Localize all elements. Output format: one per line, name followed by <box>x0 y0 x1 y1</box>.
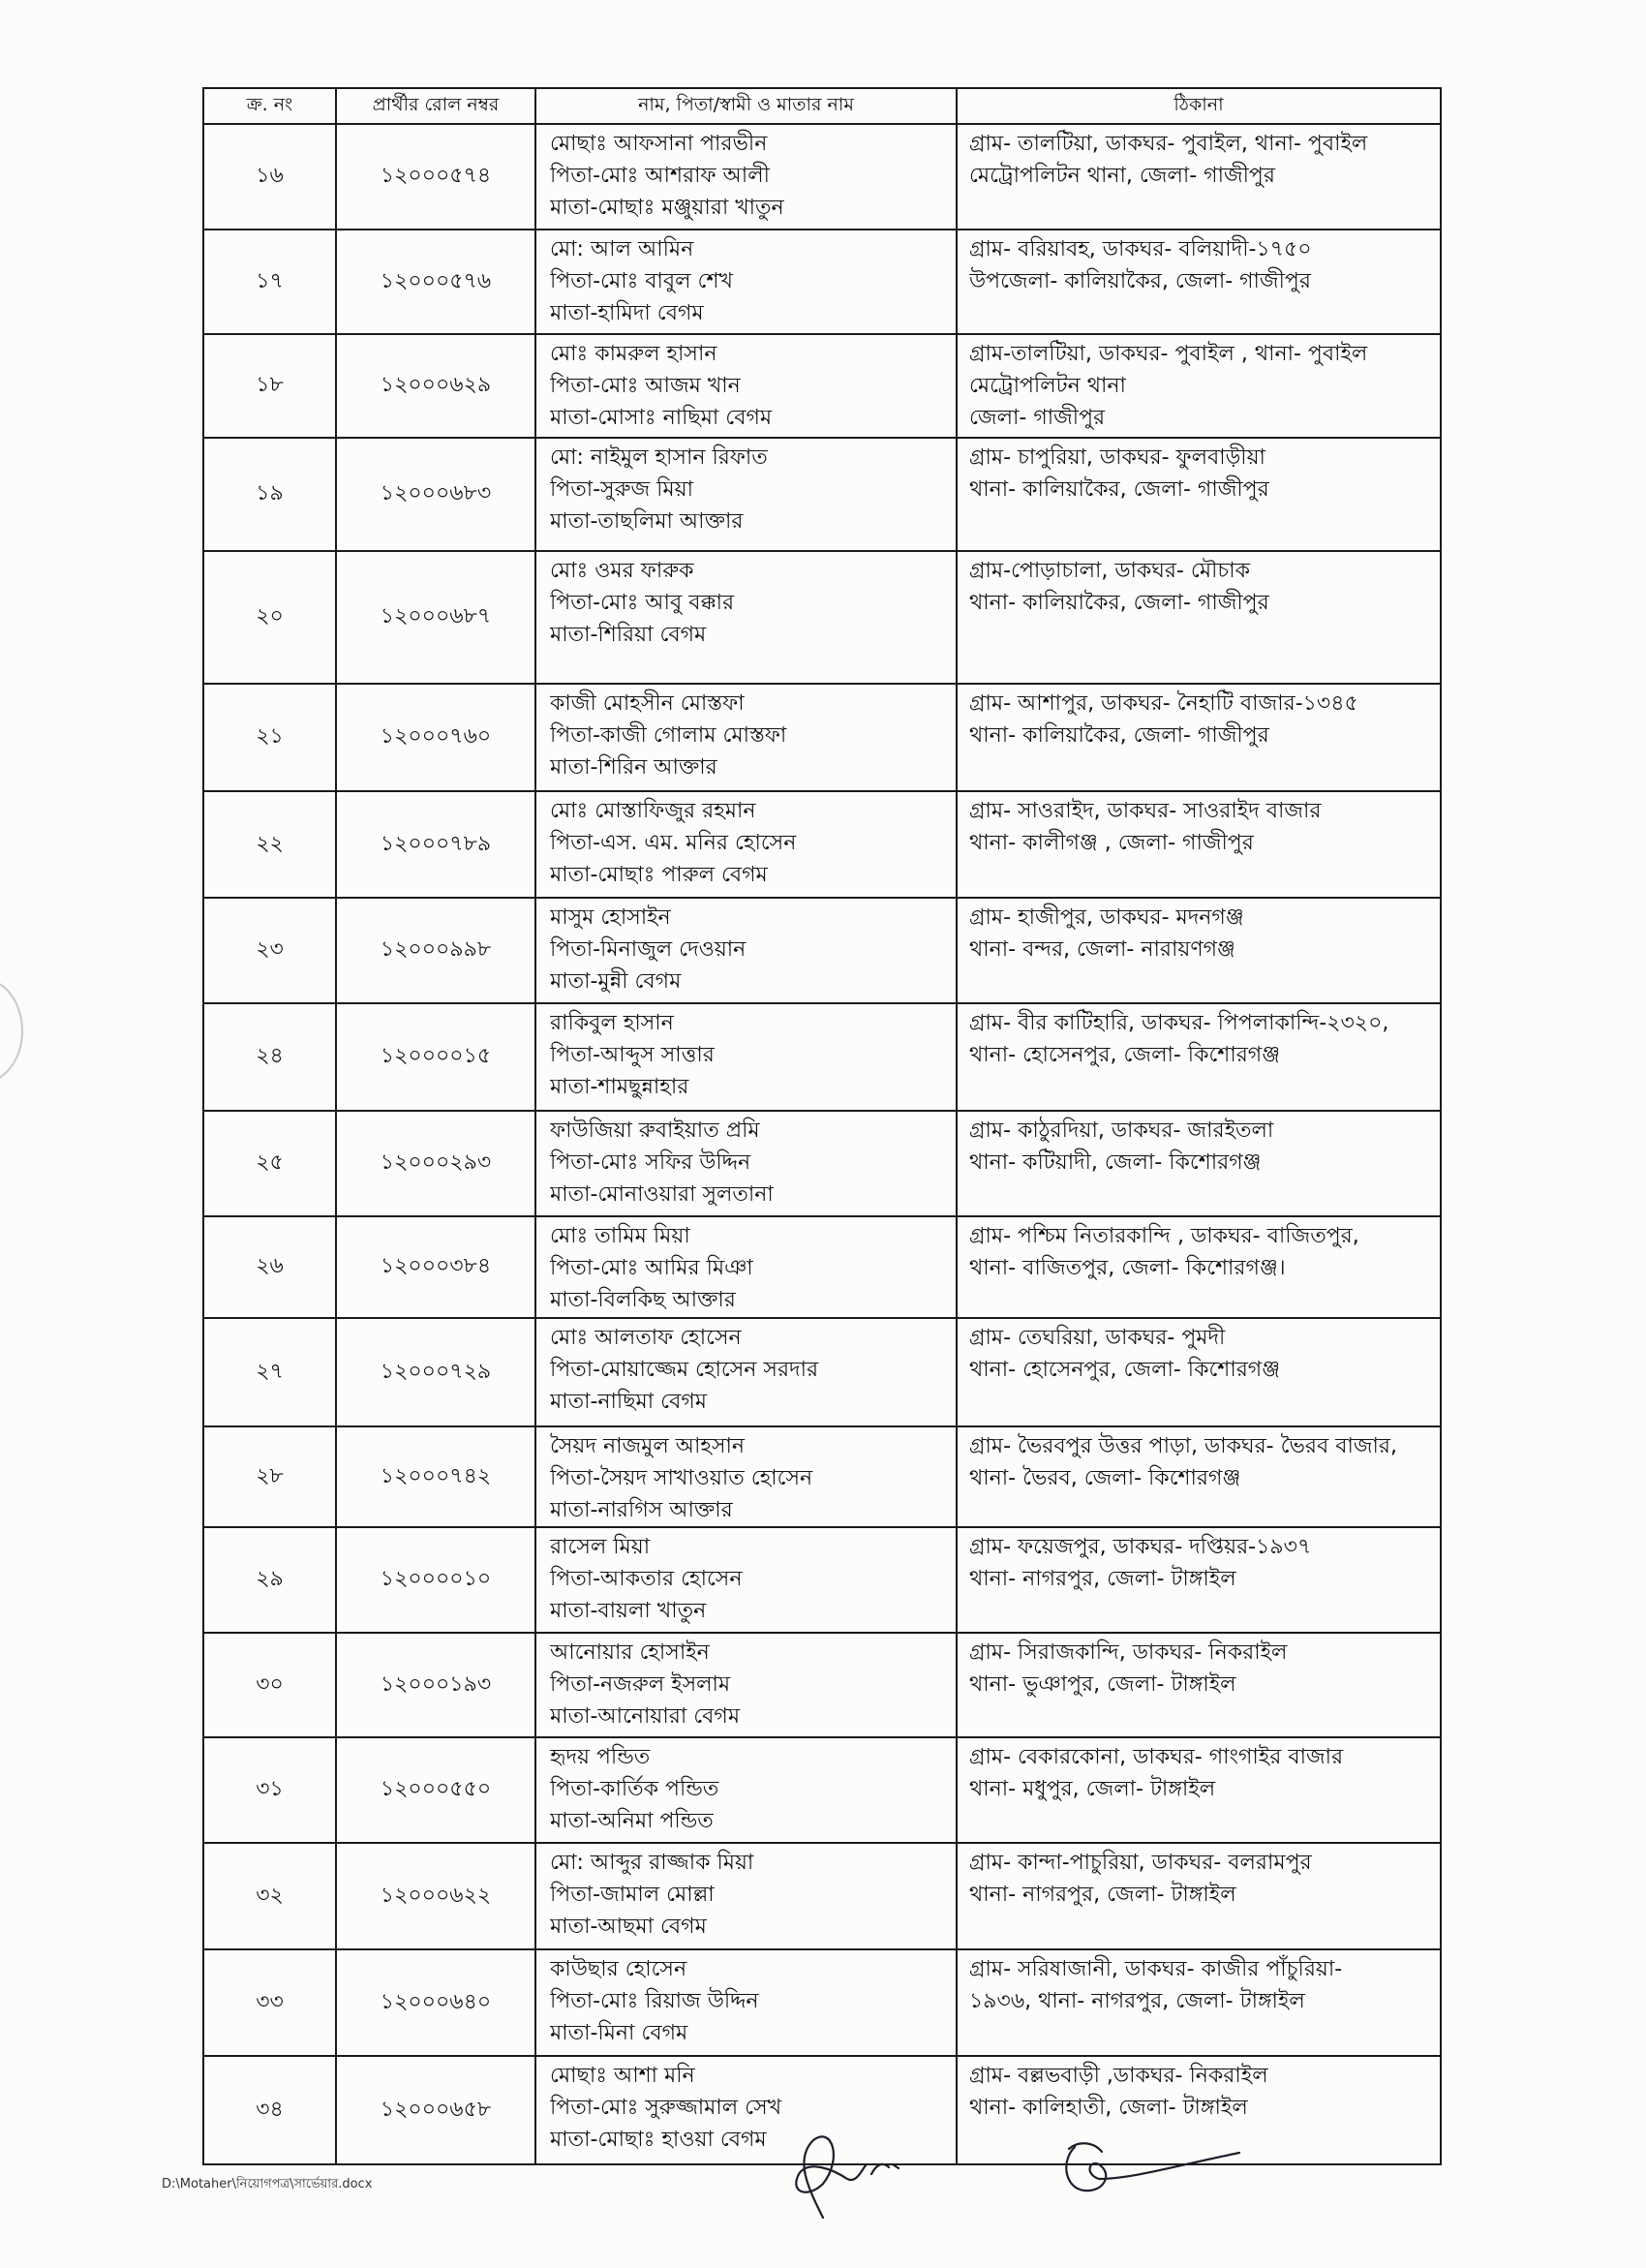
address-cell <box>957 1949 1441 2056</box>
serial-number-cell: ৩২ <box>203 1843 336 1949</box>
names-cell <box>535 334 957 438</box>
address-line: গ্রাম-তালটিয়া, ডাকঘর- পুবাইল , থানা- পুবাইল <box>969 342 1368 366</box>
mother-name: মাতা-মোসাঃ নাছিমা বেগম <box>550 406 773 430</box>
father-name: পিতা-মিনাজুল দেওয়ান <box>550 937 747 962</box>
table-row <box>203 791 1441 898</box>
header-serial: ক্র. নং <box>203 88 336 124</box>
names-cell <box>535 1216 957 1318</box>
serial-number-cell: ৩০ <box>203 1633 336 1737</box>
serial-number-cell: ২২ <box>203 791 336 898</box>
address-line: জেলা- গাজীপুর <box>969 406 1106 430</box>
table-row <box>203 230 1441 334</box>
names-cell <box>535 898 957 1003</box>
table-row <box>203 1843 1441 1949</box>
address-line: থানা- হোসেনপুর, জেলা- কিশোরগঞ্জ <box>969 1358 1281 1382</box>
names-cell <box>535 791 957 898</box>
signatures <box>775 2126 1259 2222</box>
address-line: গ্রাম- বল্লভবাড়ী ,ডাকঘর- নিকরাইল <box>969 2064 1268 2088</box>
candidate-name: মোঃ আলতাফ হোসেন <box>550 1326 742 1350</box>
address-line: গ্রাম- কান্দা-পাচুরিয়া, ডাকঘর- বলরামপুর <box>969 1851 1312 1875</box>
address-cell <box>957 1426 1441 1527</box>
names-cell <box>535 124 957 230</box>
address-line: গ্রাম- আশাপুর, ডাকঘর- নৈহাটি বাজার-১৩৪৫ <box>969 691 1358 716</box>
address-cell <box>957 230 1441 334</box>
table-row <box>203 1318 1441 1426</box>
candidate-name: সৈয়দ নাজমুল আহসান <box>550 1434 746 1458</box>
father-name: পিতা-নজরুল ইসলাম <box>550 1672 731 1697</box>
roll-number-cell: ১২০০০৬২২ <box>336 1843 535 1949</box>
names-cell <box>535 1527 957 1633</box>
address-line: থানা- নাগরপুর, জেলা- টাঙ্গাইল <box>969 1883 1236 1907</box>
address-line: গ্রাম-পোড়াচালা, ডাকঘর- মৌচাক <box>969 559 1251 583</box>
address-cell <box>957 1216 1441 1318</box>
serial-number-cell: ২১ <box>203 684 336 791</box>
father-name: পিতা-মোঃ সুরুজ্জামাল সেখ <box>550 2096 782 2120</box>
mother-name: মাতা-মুন্নী বেগম <box>550 969 682 994</box>
address-line: মেট্রোপলিটন থানা <box>969 374 1126 398</box>
serial-number-cell: ১৭ <box>203 230 336 334</box>
mother-name: মাতা-মোনাওয়ারা সুলতানা <box>550 1182 774 1207</box>
address-line: গ্রাম- পশ্চিম নিতারকান্দি , ডাকঘর- বাজিতপুর, <box>969 1224 1359 1248</box>
father-name: পিতা-মোঃ রিয়াজ উদ্দিন <box>550 1989 759 2013</box>
names-cell <box>535 438 957 551</box>
father-name: পিতা-এস. এম. মনির হোসেন <box>550 831 797 855</box>
address-line: থানা- কালিয়াকৈর, জেলা- গাজীপুর <box>969 591 1269 615</box>
serial-number-cell: ১৬ <box>203 124 336 230</box>
candidate-name: মো: নাইমুল হাসান রিফাত <box>550 445 768 470</box>
address-line: গ্রাম- ফয়েজপুর, ডাকঘর- দপ্তিয়র-১৯৩৭ <box>969 1535 1312 1559</box>
address-line: থানা- ভুঞাপুর, জেলা- টাঙ্গাইল <box>969 1672 1236 1697</box>
address-line: থানা- মধুপুর, জেলা- টাঙ্গাইল <box>969 1777 1216 1801</box>
address-line: থানা- কালিয়াকৈর, জেলা- গাজীপুর <box>969 723 1269 748</box>
header-names: নাম, পিতা/স্বামী ও মাতার নাম <box>535 88 957 124</box>
table-row <box>203 1633 1441 1737</box>
table-row <box>203 684 1441 791</box>
names-cell <box>535 1426 957 1527</box>
mother-name: মাতা-আছমা বেগম <box>550 1915 707 1939</box>
candidate-name: আনোয়ার হোসাইন <box>550 1640 710 1665</box>
father-name: পিতা-আব্দুস সাত্তার <box>550 1043 715 1067</box>
address-cell <box>957 1111 1441 1216</box>
candidate-name: মোছাঃ আশা মনি <box>550 2064 695 2088</box>
header-roll-number: প্রার্থীর রোল নম্বর <box>336 88 535 124</box>
signature-2 <box>1066 2143 1239 2191</box>
roll-number-cell: ১২০০০০১৫ <box>336 1003 535 1111</box>
names-cell <box>535 230 957 334</box>
candidate-name: মোঃ তামিম মিয়া <box>550 1224 690 1248</box>
father-name: পিতা-সৈয়দ সাখাওয়াত হোসেন <box>550 1466 813 1490</box>
roll-number-cell: ১২০০০৯৯৮ <box>336 898 535 1003</box>
serial-number-cell: ৩৪ <box>203 2056 336 2164</box>
names-cell <box>535 1633 957 1737</box>
address-line: ১৯৩৬, থানা- নাগরপুর, জেলা- টাঙ্গাইল <box>969 1989 1305 2013</box>
address-cell <box>957 898 1441 1003</box>
candidate-name: ফাউজিয়া রুবাইয়াত প্রমি <box>550 1119 760 1143</box>
roll-number-cell: ১২০০০৭২৯ <box>336 1318 535 1426</box>
names-cell <box>535 1003 957 1111</box>
table-row <box>203 1111 1441 1216</box>
father-name: পিতা-মোঃ আবু বক্কার <box>550 591 735 615</box>
names-cell <box>535 1843 957 1949</box>
roll-number-cell: ১২০০০৫৫০ <box>336 1737 535 1843</box>
mother-name: মাতা-শিরিন আক্তার <box>550 755 717 780</box>
address-line: গ্রাম- বরিয়াবহ, ডাকঘর- বলিয়াদী-১৭৫০ <box>969 237 1312 261</box>
candidate-name: মাসুম হোসাইন <box>550 905 671 930</box>
address-cell <box>957 551 1441 684</box>
serial-number-cell: ৩৩ <box>203 1949 336 2056</box>
table-row <box>203 898 1441 1003</box>
table-row <box>203 551 1441 684</box>
names-cell <box>535 551 957 684</box>
serial-number-cell: ২৭ <box>203 1318 336 1426</box>
address-line: থানা- কালীগঞ্জ , জেলা- গাজীপুর <box>969 831 1254 855</box>
candidate-name: কাউছার হোসেন <box>550 1957 687 1981</box>
father-name: পিতা-কাজী গোলাম মোস্তফা <box>550 723 787 748</box>
roll-number-cell: ১২০০০৬৮৭ <box>336 551 535 684</box>
table-body <box>203 124 1441 2164</box>
address-line: থানা- বন্দর, জেলা- নারায়ণগঞ্জ <box>969 937 1235 962</box>
candidate-name: মোঃ ওমর ফারুক <box>550 559 694 583</box>
roll-number-cell: ১২০০০০১০ <box>336 1527 535 1633</box>
address-line: থানা- কালিহাতী, জেলা- টাঙ্গাইল <box>969 2096 1248 2120</box>
mother-name: মাতা-নাছিমা বেগম <box>550 1390 707 1414</box>
father-name: পিতা-সুরুজ মিয়া <box>550 477 693 502</box>
mother-name: মাতা-হামিদা বেগম <box>550 301 704 325</box>
father-name: পিতা-জামাল মোল্লা <box>550 1883 715 1907</box>
mother-name: মাতা-মোছাঃ মঞ্জুয়ারা খাতুন <box>550 196 784 220</box>
mother-name: মাতা-তাছলিমা আক্তার <box>550 509 744 534</box>
address-cell <box>957 1737 1441 1843</box>
address-line: গ্রাম- বীর কাটিহারি, ডাকঘর- পিপলাকান্দি-২৩২০, <box>969 1011 1389 1035</box>
serial-number-cell: ২৬ <box>203 1216 336 1318</box>
roll-number-cell: ১২০০০৫৭৬ <box>336 230 535 334</box>
address-cell <box>957 1633 1441 1737</box>
candidate-name: মোঃ মোস্তাফিজুর রহমান <box>550 799 756 823</box>
header-address: ঠিকানা <box>957 88 1441 124</box>
names-cell <box>535 1949 957 2056</box>
candidate-name: মোঃ কামরুল হাসান <box>550 342 717 366</box>
candidate-table <box>202 87 1442 2165</box>
names-cell <box>535 1318 957 1426</box>
roll-number-cell: ১২০০০৬৪০ <box>336 1949 535 2056</box>
address-cell <box>957 1843 1441 1949</box>
father-name: পিতা-মোঃ বাবুল শেখ <box>550 269 733 293</box>
roll-number-cell: ১২০০০৩৮৪ <box>336 1216 535 1318</box>
serial-number-cell: ২৫ <box>203 1111 336 1216</box>
address-line: গ্রাম- ভৈরবপুর উত্তর পাড়া, ডাকঘর- ভৈরব বাজার, <box>969 1434 1398 1458</box>
address-cell <box>957 1003 1441 1111</box>
serial-number-cell: ২৪ <box>203 1003 336 1111</box>
mother-name: মাতা-মোছাঃ হাওয়া বেগম <box>550 2128 767 2152</box>
address-line: গ্রাম- সরিষাজানী, ডাকঘর- কাজীর পাঁচুরিয়া- <box>969 1957 1343 1981</box>
names-cell <box>535 1111 957 1216</box>
mother-name: মাতা-বিলকিছ আক্তার <box>550 1288 736 1312</box>
mother-name: মাতা-মোছাঃ পারুল বেগম <box>550 863 768 887</box>
address-line: গ্রাম- কাঠুরদিয়া, ডাকঘর- জারইতলা <box>969 1119 1274 1143</box>
candidate-name: রাসেল মিয়া <box>550 1535 651 1559</box>
signature-1 <box>796 2136 899 2218</box>
punch-hole-shadow <box>0 978 23 1084</box>
father-name: পিতা-মোঃ সফির উদ্দিন <box>550 1150 751 1175</box>
address-line: থানা- বাজিতপুর, জেলা- কিশোরগঞ্জ। <box>969 1256 1286 1280</box>
address-line: গ্রাম- সাওরাইদ, ডাকঘর- সাওরাইদ বাজার <box>969 799 1322 823</box>
serial-number-cell: ১৮ <box>203 334 336 438</box>
address-cell <box>957 791 1441 898</box>
address-line: গ্রাম- তালটিয়া, ডাকঘর- পুবাইল, থানা- পুবাইল <box>969 132 1368 156</box>
address-cell <box>957 684 1441 791</box>
serial-number-cell: ২৮ <box>203 1426 336 1527</box>
roll-number-cell: ১২০০০৫৭৪ <box>336 124 535 230</box>
table-row <box>203 1949 1441 2056</box>
serial-number-cell: ১৯ <box>203 438 336 551</box>
serial-number-cell: ২৯ <box>203 1527 336 1633</box>
serial-number-cell: ২০ <box>203 551 336 684</box>
address-line: থানা- ভৈরব, জেলা- কিশোরগঞ্জ <box>969 1466 1241 1490</box>
address-line: গ্রাম- তেঘরিয়া, ডাকঘর- পুমদী <box>969 1326 1226 1350</box>
table-row <box>203 1003 1441 1111</box>
mother-name: মাতা-শামছুন্নাহার <box>550 1075 689 1099</box>
father-name: পিতা-আকতার হোসেন <box>550 1567 743 1591</box>
address-line: থানা- কটিয়াদী, জেলা- কিশোরগঞ্জ <box>969 1150 1262 1175</box>
roll-number-cell: ১২০০০৭৬০ <box>336 684 535 791</box>
roll-number-cell: ১২০০০৬৫৮ <box>336 2056 535 2164</box>
mother-name: মাতা-অনিমা পন্ডিত <box>550 1809 714 1833</box>
table-row <box>203 124 1441 230</box>
address-cell <box>957 1318 1441 1426</box>
table-row <box>203 1216 1441 1318</box>
address-line: থানা- নাগরপুর, জেলা- টাঙ্গাইল <box>969 1567 1236 1591</box>
mother-name: মাতা-আনোয়ারা বেগম <box>550 1704 741 1729</box>
serial-number-cell: ৩১ <box>203 1737 336 1843</box>
address-line: গ্রাম- বেকারকোনা, ডাকঘর- গাংগাইর বাজার <box>969 1745 1344 1769</box>
mother-name: মাতা-মিনা বেগম <box>550 2021 688 2045</box>
header-row <box>203 88 1441 124</box>
address-line: থানা- হোসেনপুর, জেলা- কিশোরগঞ্জ <box>969 1043 1281 1067</box>
table-row <box>203 438 1441 551</box>
candidate-name: হৃদয় পন্ডিত <box>550 1745 651 1769</box>
candidate-name: রাকিবুল হাসান <box>550 1011 674 1035</box>
roll-number-cell: ১২০০০৭৮৯ <box>336 791 535 898</box>
father-name: পিতা-মোঃ আজম খান <box>550 374 741 398</box>
roll-number-cell: ১২০০০৬২৯ <box>336 334 535 438</box>
table-row <box>203 334 1441 438</box>
address-cell <box>957 438 1441 551</box>
serial-number-cell: ২৩ <box>203 898 336 1003</box>
roll-number-cell: ১২০০০১৯৩ <box>336 1633 535 1737</box>
mother-name: মাতা-বায়লা খাতুন <box>550 1599 707 1623</box>
father-name: পিতা-কার্তিক পন্ডিত <box>550 1777 719 1801</box>
father-name: পিতা-মোয়াজ্জেম হোসেন সরদার <box>550 1358 819 1382</box>
address-cell <box>957 334 1441 438</box>
address-cell <box>957 1527 1441 1633</box>
names-cell <box>535 684 957 791</box>
roll-number-cell: ১২০০০৬৮৩ <box>336 438 535 551</box>
address-line: গ্রাম- হাজীপুর, ডাকঘর- মদনগঞ্জ <box>969 905 1244 930</box>
address-line: গ্রাম- চাপুরিয়া, ডাকঘর- ফুলবাড়ীয়া <box>969 445 1265 470</box>
names-cell <box>535 1737 957 1843</box>
roll-number-cell: ১২০০০২৯৩ <box>336 1111 535 1216</box>
table-row <box>203 1426 1441 1527</box>
address-cell <box>957 124 1441 230</box>
table-row <box>203 1737 1441 1843</box>
candidate-name: মো: আল আমিন <box>550 237 694 261</box>
roll-number-cell: ১২০০০৭৪২ <box>336 1426 535 1527</box>
address-line: মেট্রোপলিটন থানা, জেলা- গাজীপুর <box>969 164 1275 188</box>
table-header <box>203 88 1441 124</box>
candidate-name: মো: আব্দুর রাজ্জাক মিয়া <box>550 1851 754 1875</box>
father-name: পিতা-মোঃ আমির মিঞা <box>550 1256 753 1280</box>
candidate-name: মোছাঃ আফসানা পারভীন <box>550 132 768 156</box>
address-line: থানা- কালিয়াকৈর, জেলা- গাজীপুর <box>969 477 1269 502</box>
address-line: উপজেলা- কালিয়াকৈর, জেলা- গাজীপুর <box>969 269 1311 293</box>
table-row <box>203 1527 1441 1633</box>
mother-name: মাতা-শিরিয়া বেগম <box>550 623 707 647</box>
candidate-name: কাজী মোহসীন মোস্তফা <box>550 691 745 716</box>
footer-file-path: D:\Motaher\নিয়োগপত্র\সার্ভেয়ার.docx <box>162 2177 373 2191</box>
father-name: পিতা-মোঃ আশরাফ আলী <box>550 164 770 188</box>
address-line: গ্রাম- সিরাজকান্দি, ডাকঘর- নিকরাইল <box>969 1640 1288 1665</box>
mother-name: মাতা-নারগিস আক্তার <box>550 1498 733 1522</box>
